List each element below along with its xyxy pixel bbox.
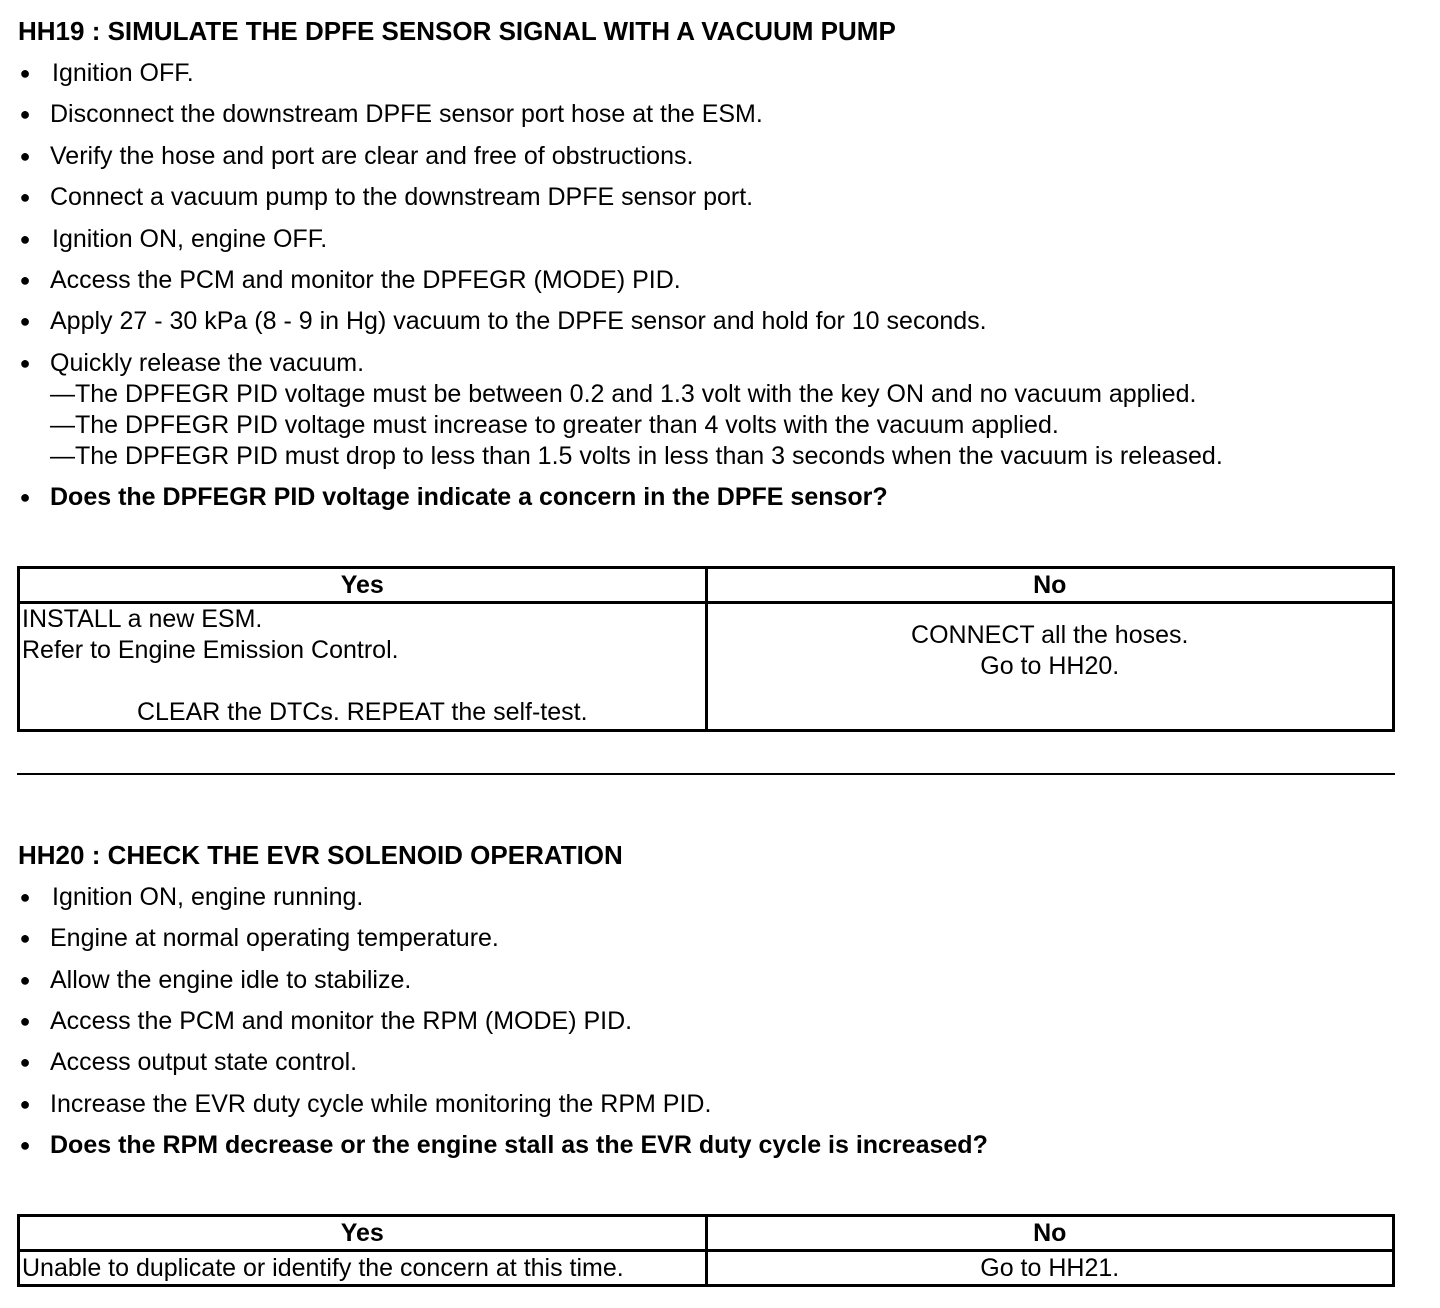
hh19-result-table [17, 566, 1395, 732]
bullet-icon: ● [19, 63, 31, 83]
no-header: No [706, 568, 1394, 603]
hh19-substep-3: —The DPFEGR PID must drop to less than 1.5 volts in less than 3 seconds when the vacuum is released. [50, 442, 1223, 470]
yes-action-line: CLEAR the DTCs. REPEAT the self-test. [136, 698, 588, 726]
bullet-icon: ● [19, 1011, 31, 1031]
hh20-result-table [17, 1214, 1395, 1287]
yes-action-line: INSTALL a new ESM. [22, 605, 263, 633]
step-text: Access output state control. [50, 1048, 358, 1076]
step-text: Ignition OFF. [52, 59, 194, 87]
step-text: Ignition ON, engine running. [52, 883, 364, 911]
step-text: Verify the hose and port are clear and free of obstructions. [50, 142, 694, 170]
bullet-icon: ● [19, 1094, 31, 1114]
step-text: Access the PCM and monitor the DPFEGR (MODE) PID. [50, 266, 681, 294]
bullet-icon: ● [19, 311, 31, 331]
bullet-icon: ● [19, 353, 31, 373]
question-text: Does the RPM decrease or the engine stall as the EVR duty cycle is increased? [50, 1131, 988, 1159]
bullet-icon: ● [19, 187, 31, 207]
no-action-line: CONNECT all the hoses. [911, 621, 1189, 649]
step-text: Connect a vacuum pump to the downstream DPFE sensor port. [50, 183, 754, 211]
step-text: Increase the EVR duty cycle while monitoring the RPM PID. [50, 1090, 712, 1118]
step-text: Apply 27 - 30 kPa (8 - 9 in Hg) vacuum to the DPFE sensor and hold for 10 seconds. [50, 307, 987, 335]
bullet-icon: ● [19, 146, 31, 166]
bullet-icon: ● [19, 104, 31, 124]
yes-action-line: Refer to Engine Emission Control. [22, 636, 399, 664]
yes-header: Yes [19, 1216, 707, 1251]
step-text: Access the PCM and monitor the RPM (MODE) PID. [50, 1007, 633, 1035]
yes-header: Yes [19, 568, 707, 603]
step-text: Disconnect the downstream DPFE sensor port hose at the ESM. [50, 100, 763, 128]
hh19-substep-2: —The DPFEGR PID voltage must increase to greater than 4 volts with the vacuum applied. [50, 411, 1059, 439]
bullet-icon: ● [19, 487, 31, 507]
bullet-icon: ● [19, 1052, 31, 1072]
bullet-icon: ● [19, 1135, 31, 1155]
yes-action-cell [19, 603, 707, 731]
bullet-icon: ● [19, 928, 31, 948]
no-action-cell [706, 603, 1394, 731]
no-header: No [706, 1216, 1394, 1251]
bullet-icon: ● [19, 229, 31, 249]
no-action-cell: Go to HH21. [706, 1251, 1394, 1286]
hh19-title: HH19 : SIMULATE THE DPFE SENSOR SIGNAL WITH A VACUUM PUMP [18, 16, 896, 46]
bullet-icon: ● [19, 887, 31, 907]
step-text: Quickly release the vacuum. [50, 349, 365, 377]
bullet-icon: ● [19, 970, 31, 990]
yes-action-cell: Unable to duplicate or identify the concern at this time. [19, 1251, 707, 1286]
bullet-icon: ● [19, 270, 31, 290]
question-text: Does the DPFEGR PID voltage indicate a concern in the DPFE sensor? [50, 483, 888, 511]
no-action-line: Go to HH20. [980, 652, 1120, 680]
step-text: Ignition ON, engine OFF. [52, 225, 328, 253]
hh19-substep-1: —The DPFEGR PID voltage must be between 0.2 and 1.3 volt with the key ON and no vacuum applied. [50, 380, 1197, 408]
hh20-title: HH20 : CHECK THE EVR SOLENOID OPERATION [18, 840, 623, 870]
section-divider [17, 773, 1395, 775]
step-text: Allow the engine idle to stabilize. [50, 966, 412, 994]
step-text: Engine at normal operating temperature. [50, 924, 499, 952]
